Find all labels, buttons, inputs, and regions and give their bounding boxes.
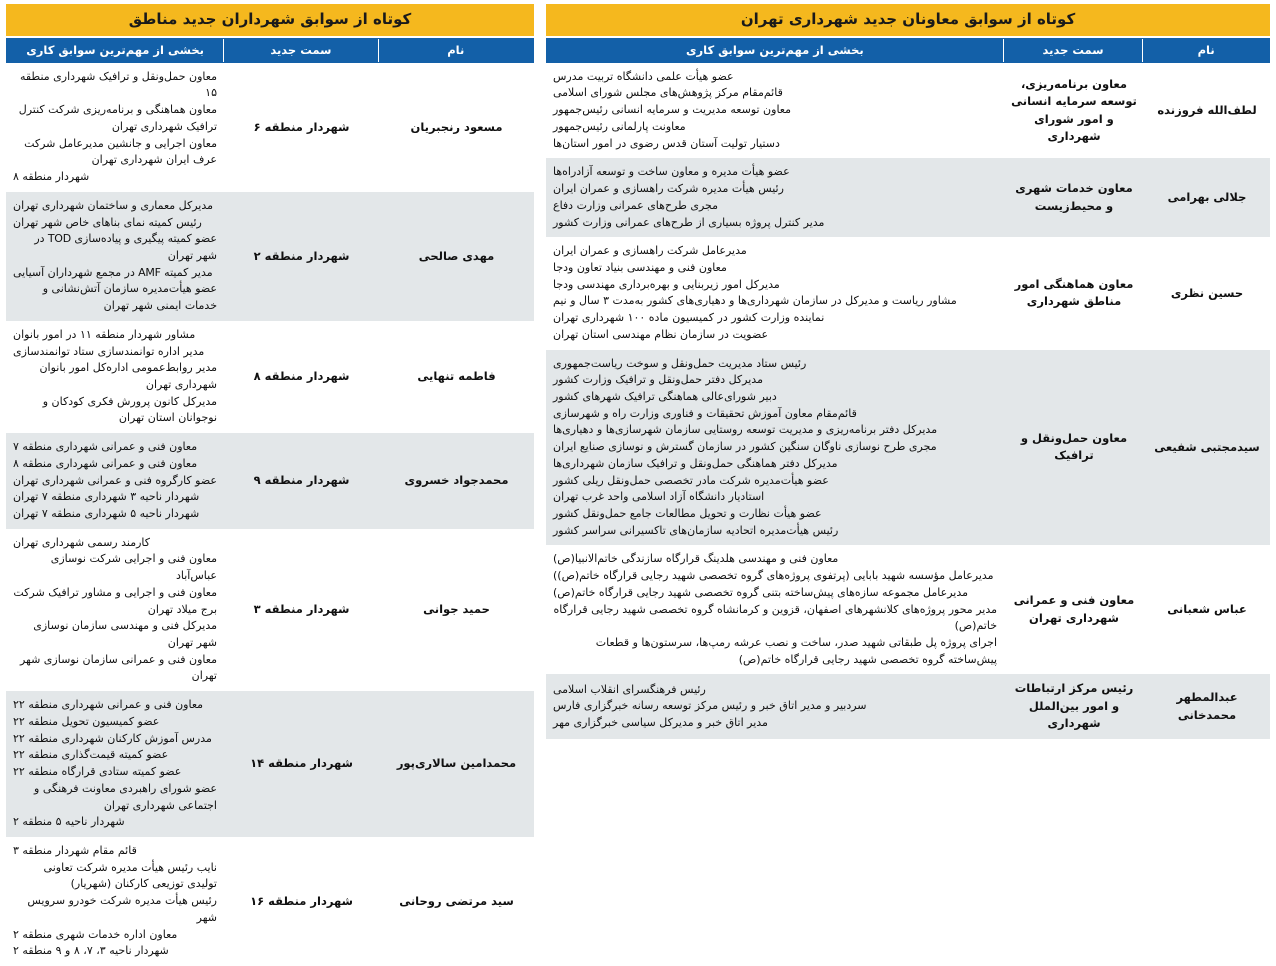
history-line: شهردار منطقه ۸ (13, 170, 90, 184)
cell-person-name: حمید جوانی (423, 602, 490, 617)
table-row (546, 237, 1270, 349)
history-line: مدیر کنترل پروژه بسیاری از طرح‌های عمرانی وزارت کشور (553, 215, 825, 229)
history-line: مدیرکل فنی و مهندسی سازمان نوسازی شهر تهران (33, 619, 217, 650)
cell-work-history (546, 237, 1004, 349)
cell-person-name: عبدالمطهر محمدخانی (1176, 690, 1238, 722)
cell-person-name: مسعود رنجبریان (410, 119, 503, 134)
history-line: عضو هیأت‌مدیره سازمان آتش‌نشانی و خدمات ایمنی شهر تهران (42, 282, 217, 313)
table-body-tehran (546, 63, 1270, 739)
table-row (6, 192, 534, 321)
history-line: رئیس کمیته نمای بناهای خاص شهر تهران (13, 215, 202, 229)
history-line: معاون فنی و مهندسی هلدینگ قرارگاه سازندگی خاتم‌الانبیا(ص) (553, 552, 839, 566)
cell-new-position: معاون هماهنگی امور مناطق شهرداری (1014, 276, 1134, 309)
history-line: شهردار ناحیه ۳ شهرداری منطقه ۷ تهران (13, 490, 200, 504)
history-line: اجرای پروژه پل طبقاتی شهید صدر، ساخت و نصب عرشه رمپ‌ها، سرستون‌ها و قطعات پیش‌ساخته گروه تخصصی شهید رجایی قرارگاه خاتم(ص) (595, 636, 997, 666)
cell-person-name: لطف‌الله فروزنده (1157, 102, 1257, 117)
history-line: معاون حمل‌ونقل و ترافیک شهرداری منطقه ۱۵ (19, 69, 217, 100)
history-line: مدیر محور پروژه‌های کلانشهرهای اصفهان، قزوین و کرمانشاه گروه تخصصی شهید رجایی قرارگاه خاتم(ص) (553, 602, 997, 633)
history-line: عضویت در سازمان نظام مهندسی استان تهران (553, 327, 769, 341)
history-line: معاون فنی و عمرانی سازمان نوسازی شهر تهران (19, 652, 217, 683)
history-line: معاون اداره خدمات شهری منطقه ۲ (13, 927, 178, 941)
history-line: عضو کارگروه فنی و عمرانی شهرداری تهران (13, 473, 217, 487)
table-tehran-deputies (540, 0, 1276, 731)
history-line: مشاور ریاست و مدیرکل در سازمان شهرداری‌ها و دهیاری‌های کشور به‌مدت ۳ سال و نیم (553, 294, 957, 308)
history-line: معاون فنی و عمرانی شهرداری منطقه ۲۲ (13, 698, 204, 712)
history-line: معاون فنی و مهندسی بنیاد تعاون ودجا (553, 260, 727, 274)
history-line: معاونت پارلمانی رئیس‌جمهور (553, 119, 686, 133)
column-header-position: سمت جدید (1004, 39, 1144, 62)
table-district-mayors (0, 0, 540, 958)
history-line: مشاور شهردار منطقه ۱۱ در امور بانوان (13, 327, 196, 341)
history-line: مدیرعامل مؤسسه شهید بابایی (پرتفوی پروژه‌های گروه تخصصی شهید رجایی قرارگاه خاتم(ص)) (553, 569, 994, 583)
cell-person-name: سید مرتضی روحانی (399, 893, 514, 908)
history-line: شهردار ناحیه ۳، ۷، ۸ و ۹ منطقه ۲ (13, 944, 169, 958)
column-header-history: بخشی از مهم‌ترین سوابق کاری (547, 39, 1004, 62)
cell-new-position: شهردار منطقه ۲ (253, 248, 350, 263)
cell-new-position: شهردار منطقه ۸ (253, 369, 350, 384)
history-line: استادیار دانشگاه آزاد اسلامی واحد غرب تهران (553, 490, 765, 504)
cell-work-history (546, 545, 1004, 674)
table-title-tehran-deputies: کوتاه از سوابق معاونان جدید شهرداری تهران (546, 4, 1270, 36)
history-line: عضو هیأت‌مدیره شرکت مادر تخصصی حمل‌ونقل ریلی کشور (553, 473, 829, 487)
cell-work-history (6, 837, 224, 966)
history-line: مدیرعامل شرکت راهسازی و عمران ایران (553, 244, 747, 258)
table-row (6, 837, 534, 966)
column-header-name: نام (1197, 42, 1215, 57)
cell-new-position: معاون حمل‌ونقل و ترافیک (1020, 431, 1128, 463)
table-row (546, 674, 1270, 738)
cell-person-name: حسین نظری (1170, 285, 1244, 300)
table-row (6, 691, 534, 837)
history-line: رئیس هیأت مدیره شرکت خودرو سرویس شهر (27, 894, 217, 924)
cell-new-position: شهردار منطقه ۳ (253, 602, 350, 617)
cell-person-name: محمدجواد خسروی (404, 473, 509, 488)
history-line: معاون اجرایی و جانشین مدیرعامل شرکت عرف ایران شهرداری تهران (24, 136, 217, 167)
history-line: رئیس هیأت مدیره شرکت راهسازی و عمران ایران (553, 182, 784, 196)
column-header-position: سمت جدید (224, 39, 378, 62)
history-line: قائم مقام شهردار منطقه ۳ (13, 843, 137, 857)
history-line: مدیرکل امور زیربنایی و بهره‌برداری مهندسی ودجا (553, 277, 780, 291)
cell-person-name: سیدمجتبی شفیعی (1154, 439, 1260, 454)
table-header-row-tehran (546, 38, 1270, 63)
cell-work-history (6, 691, 224, 837)
history-line: عضو کمیته ستادی قرارگاه منطقه ۲۲ (13, 765, 182, 779)
cell-work-history (6, 433, 224, 529)
cell-new-position: رئیس مرکز ارتباطات و امور بین‌الملل شهرداری (1014, 681, 1134, 731)
history-line: رئیس ستاد مدیریت حمل‌ونقل و سوخت ریاست‌جمهوری (553, 356, 807, 370)
cell-work-history (546, 674, 1004, 738)
history-line: مدیر روابط‌عمومی اداره‌کل امور بانوان شهرداری تهران (39, 361, 217, 391)
cell-person-name: فاطمه تنهایی (417, 369, 496, 384)
history-line: عضو کمیته پیگیری و پیاده‌سازی TOD در شهر تهران (34, 232, 217, 262)
history-line: عضو کمیسیون تحویل منطقه ۲۲ (13, 714, 160, 728)
cell-new-position: معاون برنامه‌ریزی، توسعه سرمایه انسانی و امور شورای شهرداری (1011, 76, 1137, 144)
history-line: عضو شورای راهبردی معاونت فرهنگی و اجتماعی شهرداری تهران (34, 781, 217, 812)
cell-new-position: شهردار منطقه ۹ (253, 473, 350, 488)
cell-work-history (546, 63, 1004, 159)
history-line: کارمند رسمی شهرداری تهران (13, 535, 151, 549)
table-row (6, 63, 534, 192)
cell-person-name: محمدامین سالاری‌پور (396, 756, 517, 771)
history-line: دستیار تولیت آستان قدس رضوی در امور استان‌ها (553, 136, 780, 150)
column-header-name: نام (447, 42, 465, 57)
table-row (6, 321, 534, 433)
history-line: دبیر شورای‌عالی هماهنگی ترافیک شهرهای کشور (553, 389, 777, 403)
cell-work-history (6, 529, 224, 691)
table-row (546, 350, 1270, 546)
column-header-history: بخشی از مهم‌ترین سوابق کاری (7, 39, 224, 62)
history-line: قائم‌مقام مرکز پژوهش‌های مجلس شورای اسلامی (553, 86, 783, 100)
table-row (6, 433, 534, 529)
history-line: سردبیر و مدیر اتاق خبر و رئیس مرکز توسعه رسانه خبرگزاری فارس (553, 699, 867, 713)
cell-person-name: عباس شعبانی (1167, 602, 1247, 617)
history-line: قائم‌مقام معاون آموزش تحقیقات و فناوری وزارت راه و شهرسازی (553, 406, 857, 420)
cell-person-name: جلالی بهرامی (1167, 190, 1247, 205)
table-row (6, 529, 534, 691)
history-line: رئیس هیأت‌مدیره اتحادیه سازمان‌های تاکسیرانی سراسر کشور (553, 523, 839, 537)
history-line: نماینده وزارت کشور در کمیسیون ماده ۱۰۰ شهرداری تهران (553, 311, 825, 325)
history-line: شهردار ناحیه ۵ منطقه ۲ (13, 815, 125, 829)
history-line: شهردار ناحیه ۵ شهرداری منطقه ۷ تهران (13, 507, 200, 520)
cell-new-position: معاون خدمات شهری و محیط‌زیست (1015, 181, 1133, 213)
history-line: عضو هیأت مدیره و معاون ساخت و توسعه آزادراه‌ها (553, 165, 790, 179)
cell-work-history (546, 158, 1004, 237)
history-line: مدیرعامل مجموعه سازه‌های پیش‌ساخته بتنی گروه تخصصی شهید رجایی قرارگاه خاتم(ص) (553, 585, 968, 599)
history-line: معاون هماهنگی و برنامه‌ریزی شرکت کنترل ترافیک شهرداری تهران (18, 103, 217, 133)
history-line: مدیر اتاق خبر و مدیرکل سیاسی خبرگزاری مهر (553, 716, 768, 730)
cell-new-position: شهردار منطقه ۶ (253, 119, 350, 134)
history-line: مدیرکل دفتر برنامه‌ریزی و مدیریت توسعه روستایی سازمان شهرسازی‌ها و دهیاری‌ها (553, 423, 938, 437)
history-line: معاون فنی و عمرانی شهرداری منطقه ۷ (13, 440, 198, 454)
cell-new-position: شهردار منطقه ۱۶ (250, 893, 353, 908)
table-title-district-mayors: کوتاه از سوابق شهرداران جدید مناطق (6, 4, 534, 36)
cell-person-name: مهدی صالحی (418, 248, 495, 263)
table-body-districts (6, 63, 534, 966)
history-line: معاون توسعه مدیریت و سرمایه انسانی رئیس‌جمهور (553, 103, 791, 117)
history-line: معاون فنی و اجرایی و مشاور ترافیک شرکت برج میلاد تهران (13, 585, 217, 616)
cell-new-position: معاون فنی و عمرانی شهرداری تهران (1013, 593, 1135, 625)
history-line: مجری طرح‌های عمرانی وزارت دفاع (553, 198, 719, 212)
history-line: مدرس آموزش کارکنان شهرداری منطقه ۲۲ (13, 731, 212, 745)
history-line: معاون فنی و عمرانی شهرداری منطقه ۸ (13, 456, 198, 470)
cell-work-history (6, 63, 224, 192)
history-line: مدیرکل معماری و ساختمان شهرداری تهران (13, 198, 214, 212)
history-line: مدیر اداره توانمندسازی ستاد توانمندسازی (13, 344, 205, 358)
cell-new-position: شهردار منطقه ۱۴ (250, 756, 353, 771)
table-row (546, 63, 1270, 159)
history-line: مدیر کمیته AMF در مجمع شهرداران آسیایی (13, 265, 213, 279)
history-line: مجری طرح نوسازی ناوگان سنگین کشور در سازمان گسترش و نوسازی صنایع ایران (553, 440, 937, 454)
history-line: معاون فنی و اجرایی شرکت نوسازی عباس‌آباد (50, 552, 217, 583)
table-row (546, 545, 1270, 674)
history-line: عضو هیأت نظارت و تحویل مطالعات جامع حمل‌ونقل کشور (553, 507, 822, 520)
table-header-row-districts (6, 38, 534, 63)
cell-work-history (546, 350, 1004, 546)
history-line: مدیرکل کانون پرورش فکری کودکان و نوجوانان استان تهران (42, 394, 217, 425)
history-line: رئیس فرهنگسرای انقلاب اسلامی (553, 682, 706, 696)
history-line: مدیرکل دفتر هماهنگی حمل‌ونقل و ترافیک سازمان شهرداری‌ها (553, 456, 838, 470)
history-line: نایب رئیس هیأت مدیره شرکت تعاونی تولیدی توزیعی کارکنان (شهریار) (43, 860, 217, 891)
history-line: مدیرکل دفتر حمل‌ونقل و ترافیک وزارت کشور (553, 373, 763, 387)
history-line: عضو کمیته قیمت‌گذاری منطقه ۲۲ (13, 748, 169, 762)
cell-work-history (6, 321, 224, 433)
cell-work-history (6, 192, 224, 321)
table-row (546, 158, 1270, 237)
history-line: عضو هیأت علمی دانشگاه تربیت مدرس (553, 69, 734, 83)
